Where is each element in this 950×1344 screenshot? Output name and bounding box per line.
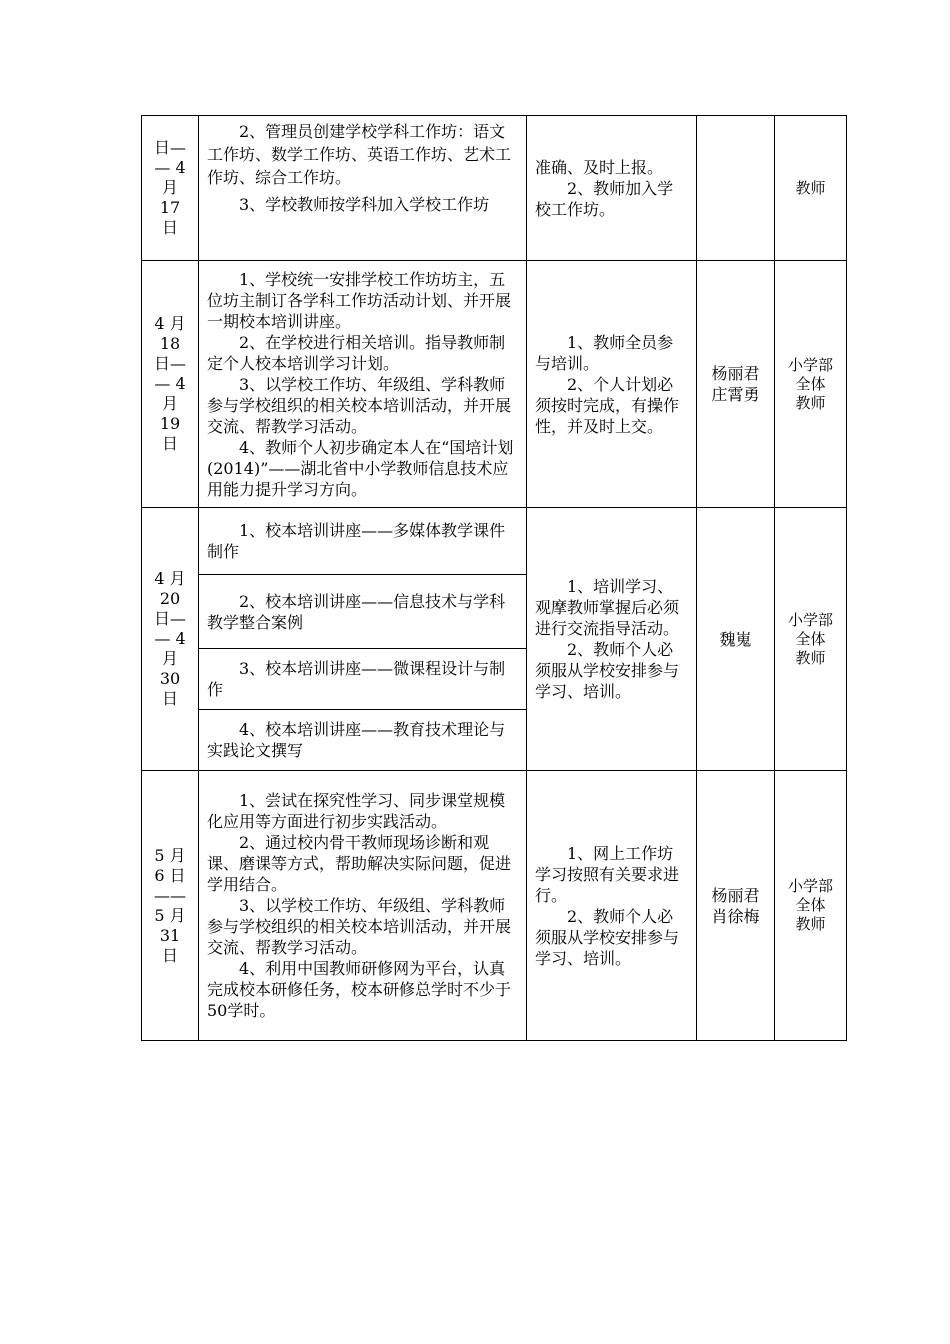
requirements-cell: 1、网上工作坊学习按照有关要求进行。 2、教师个人必须服从学校安排参与学习、培训。	[527, 771, 697, 1041]
lecture-list	[199, 509, 526, 770]
training-schedule-table	[141, 115, 847, 1041]
person-cell: 杨丽君 庄霄勇	[697, 261, 775, 508]
target-cell: 小学部 全体 教师	[775, 261, 847, 508]
content-cell: 1、尝试在探究性学习、同步课堂规模化应用等方面进行初步实践活动。 2、通过校内骨干教师现场诊断和观课、磨课等方式，帮助解决实际问题，促进学用结合。 3、以学校工作坊、年级组、学科教师参与学校组织的相关校本培训活动，并开展交流、帮教学习活动。 4、利用中国教师研修网为平台，认真完成校本研修任务，校本研修总学时不少于50学时。	[199, 771, 527, 1041]
date-cell: 5 月 6 日 —— 5 月 31 日	[142, 771, 199, 1041]
requirements-cell: 1、培训学习、观摩教师掌握后必须进行交流指导活动。 2、教师个人必须服从学校安排参与学习、培训。	[527, 508, 697, 771]
list-item: 2、校本培训讲座——信息技术与学科教学整合案例	[199, 575, 526, 649]
table-row	[142, 116, 847, 261]
person-cell	[697, 116, 775, 261]
person-cell: 杨丽君 肖徐梅	[697, 771, 775, 1041]
content-cell: 1、学校统一安排学校工作坊坊主，五位坊主制订各学科工作坊活动计划、并开展一期校本培训讲座。 2、在学校进行相关培训。指导教师制定个人校本培训学习计划。 3、以学校工作坊、年级组、学科教师参与学校组织的相关校本培训活动，并开展交流、帮教学习活动。 4、教师个人初步确定本人在“国培计划(2014)”——湖北省中小学教师信息技术应用能力提升学习方向。	[199, 261, 527, 508]
content-cell	[199, 508, 527, 771]
date-cell: 4 月 18 日— — 4 月 19 日	[142, 261, 199, 508]
target-cell: 小学部 全体 教师	[775, 771, 847, 1041]
table-row	[142, 508, 847, 771]
requirements-cell: 1、教师全员参与培训。 2、个人计划必须按时完成，有操作性，并及时上交。	[527, 261, 697, 508]
table-row	[142, 771, 847, 1041]
list-item: 4、校本培训讲座——教育技术理论与实践论文撰写	[207, 719, 506, 760]
target-cell: 教师	[775, 116, 847, 261]
list-item: 1、校本培训讲座——多媒体教学课件制作	[199, 509, 526, 575]
list-item: 3、校本培训讲座——微课程设计与制作	[199, 649, 526, 710]
date-cell: 日— — 4 月 17 日	[142, 116, 199, 261]
target-cell: 小学部 全体 教师	[775, 508, 847, 771]
content-cell: 2、管理员创建学校学科工作坊：语文工作坊、数学工作坊、英语工作坊、艺术工作坊、综合工作坊。 3、学校教师按学科加入学校工作坊	[199, 116, 527, 261]
requirements-cell: 准确、及时上报。 2、教师加入学校工作坊。	[527, 116, 697, 261]
person-cell: 魏嵬	[697, 508, 775, 771]
date-cell: 4 月 20 日— — 4 月 30 日	[142, 508, 199, 771]
table-row	[142, 261, 847, 508]
